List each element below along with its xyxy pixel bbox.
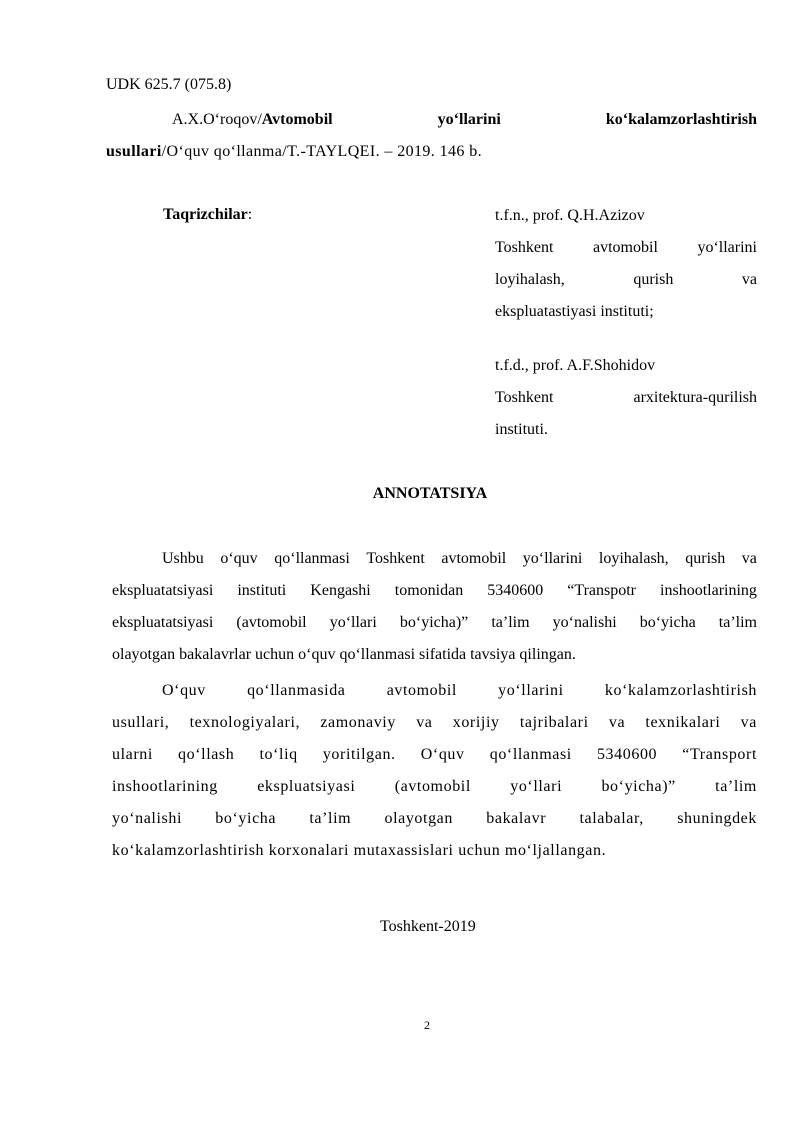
paragraph-word: qurish	[685, 550, 726, 567]
paragraph-word: inshootlarining	[660, 582, 757, 599]
paragraph-word: va	[608, 714, 626, 731]
paragraph-word: ekspluatsiyasi	[257, 778, 356, 795]
paragraph-word: yo‘nalishi	[112, 810, 182, 827]
paragraph-word: loyihalash,	[598, 550, 669, 567]
reviewer-affiliation-line: Toshkent arxitektura-qurilish	[495, 389, 757, 406]
paragraph-word: bakalavr	[486, 810, 547, 827]
reviewer-affiliation-line: instituti.	[495, 421, 548, 438]
paragraph-word: 5340600	[596, 746, 658, 763]
paragraph-word: o‘quv	[220, 550, 258, 567]
citation-title-word: yo‘llarini	[437, 111, 501, 128]
paragraph-word: O‘quv	[162, 682, 206, 699]
paragraph-line	[112, 707, 757, 739]
paragraph-word: yoritilgan.	[322, 746, 396, 763]
paragraph-word: qo‘llash	[178, 746, 235, 763]
reviewer-affiliation-line: Toshkent avtomobil yo‘llarini	[495, 239, 757, 256]
paragraph-line	[112, 771, 757, 803]
paragraph-word: tomonidan	[394, 582, 464, 599]
annotation-paragraph	[112, 675, 757, 867]
city-and-year: Toshkent-2019	[380, 918, 476, 935]
paragraph-word: talabalar,	[579, 810, 644, 827]
citation-author-and-title-start	[172, 104, 333, 136]
reviewer-name: t.f.n., prof. Q.H.Azizov	[495, 207, 645, 224]
paragraph-word: ta’lim	[718, 614, 757, 631]
paragraph-word: yo‘llari	[329, 614, 377, 631]
paragraph-word: “Transport	[682, 746, 757, 763]
paragraph-word: instituti	[237, 582, 287, 599]
paragraph-word: bo‘yicha	[215, 810, 277, 827]
paragraph-word: ekspluatatsiyasi	[112, 582, 214, 599]
reviewer-affiliation-line: ekspluatastiyasi instituti;	[495, 303, 654, 320]
annotation-paragraph	[112, 543, 757, 671]
paragraph-word: Toshkent	[366, 550, 425, 567]
paragraph-word: shuningdek	[677, 810, 757, 827]
paragraph-word: usullari,	[112, 714, 170, 731]
paragraph-word: O‘quv	[420, 746, 465, 763]
paragraph-word: qo‘llanmasi	[274, 550, 350, 567]
paragraph-line	[112, 607, 757, 639]
paragraph-word: yo‘nalishi	[552, 614, 617, 631]
paragraph-word: texnikalari	[645, 714, 721, 731]
paragraph-word: to‘liq	[259, 746, 298, 763]
annotation-heading: ANNOTATSIYA	[372, 485, 488, 502]
paragraph-word: qo‘llanmasida	[247, 682, 346, 699]
paragraph-word: 5340600	[487, 582, 544, 599]
paragraph-line	[112, 739, 757, 771]
paragraph-word: yo‘llarini	[498, 682, 564, 699]
bibliographic-citation	[106, 104, 757, 168]
paragraph-word: “Transpotr	[567, 582, 636, 599]
paragraph-line	[112, 803, 757, 835]
reviewer-entry	[495, 350, 757, 446]
paragraph-word: bo‘yicha	[639, 614, 696, 631]
reviewer-affiliation-line: loyihalash, qurish va	[495, 271, 757, 288]
page-number: 2	[424, 1018, 430, 1032]
citation-title-end: usullari	[106, 143, 162, 160]
paragraph-word: (avtomobil	[394, 778, 471, 795]
paragraph-word: zamonaviy	[320, 714, 396, 731]
paragraph-line	[112, 675, 757, 707]
paragraph-word: ta’lim	[309, 810, 352, 827]
paragraph-word: va	[740, 714, 757, 731]
paragraph-word: ko‘kalamzorlashtirish	[604, 682, 757, 699]
paragraph-word: xorijiy	[452, 714, 500, 731]
reviewers-label: Taqrizchilar:	[163, 206, 253, 223]
paragraph-word: bo‘yicha)”	[399, 614, 469, 631]
paragraph-word: bo‘yicha)”	[601, 778, 676, 795]
paragraph-word: olayotgan	[384, 810, 453, 827]
citation-title-word: Avtomobil	[261, 111, 333, 128]
paragraph-word: tajribalari	[519, 714, 589, 731]
citation-line-2	[106, 136, 757, 168]
udk-code: UDK 625.7 (075.8)	[106, 76, 232, 93]
paragraph-word: avtomobil	[386, 682, 457, 699]
paragraph-word: inshootlarining	[112, 778, 218, 795]
paragraph-last-line: ko‘kalamzorlashtirish korxonalari mutaxassislari uchun mo‘ljallangan.	[112, 842, 607, 859]
paragraph-word: Ushbu	[162, 550, 204, 567]
paragraph-word: ularni	[112, 746, 153, 763]
paragraph-word: texnologiyalari,	[189, 714, 301, 731]
paragraph-word: qo‘llanmasi	[489, 746, 572, 763]
paragraph-word: va	[416, 714, 433, 731]
citation-title-word: ko‘kalamzorlashtirish	[605, 111, 757, 128]
paragraph-word: ta’lim	[491, 614, 530, 631]
reviewer-entry	[495, 200, 757, 328]
citation-publication-info: /O‘quv qo‘llanma/T.-TAYLQEI. – 2019. 146 b.	[161, 143, 482, 160]
paragraph-line	[112, 575, 757, 607]
paragraph-word: avtomobil	[441, 550, 507, 567]
paragraph-word: yo‘llarini	[522, 550, 583, 567]
reviewer-name: t.f.d., prof. A.F.Shohidov	[495, 357, 656, 374]
citation-line-1	[106, 104, 757, 136]
citation-author: A.X.O‘roqov/	[172, 111, 262, 128]
paragraph-word: (avtomobil	[236, 614, 307, 631]
paragraph-line	[112, 543, 757, 575]
paragraph-word: va	[741, 550, 757, 567]
paragraph-last-line: olayotgan bakalavrlar uchun o‘quv qo‘llanmasi sifatida tavsiya qilingan.	[112, 646, 576, 663]
paragraph-word: yo‘llari	[510, 778, 563, 795]
paragraph-word: Kengashi	[310, 582, 371, 599]
paragraph-word: ekspluatatsiyasi	[112, 614, 214, 631]
paragraph-word: ta’lim	[715, 778, 757, 795]
